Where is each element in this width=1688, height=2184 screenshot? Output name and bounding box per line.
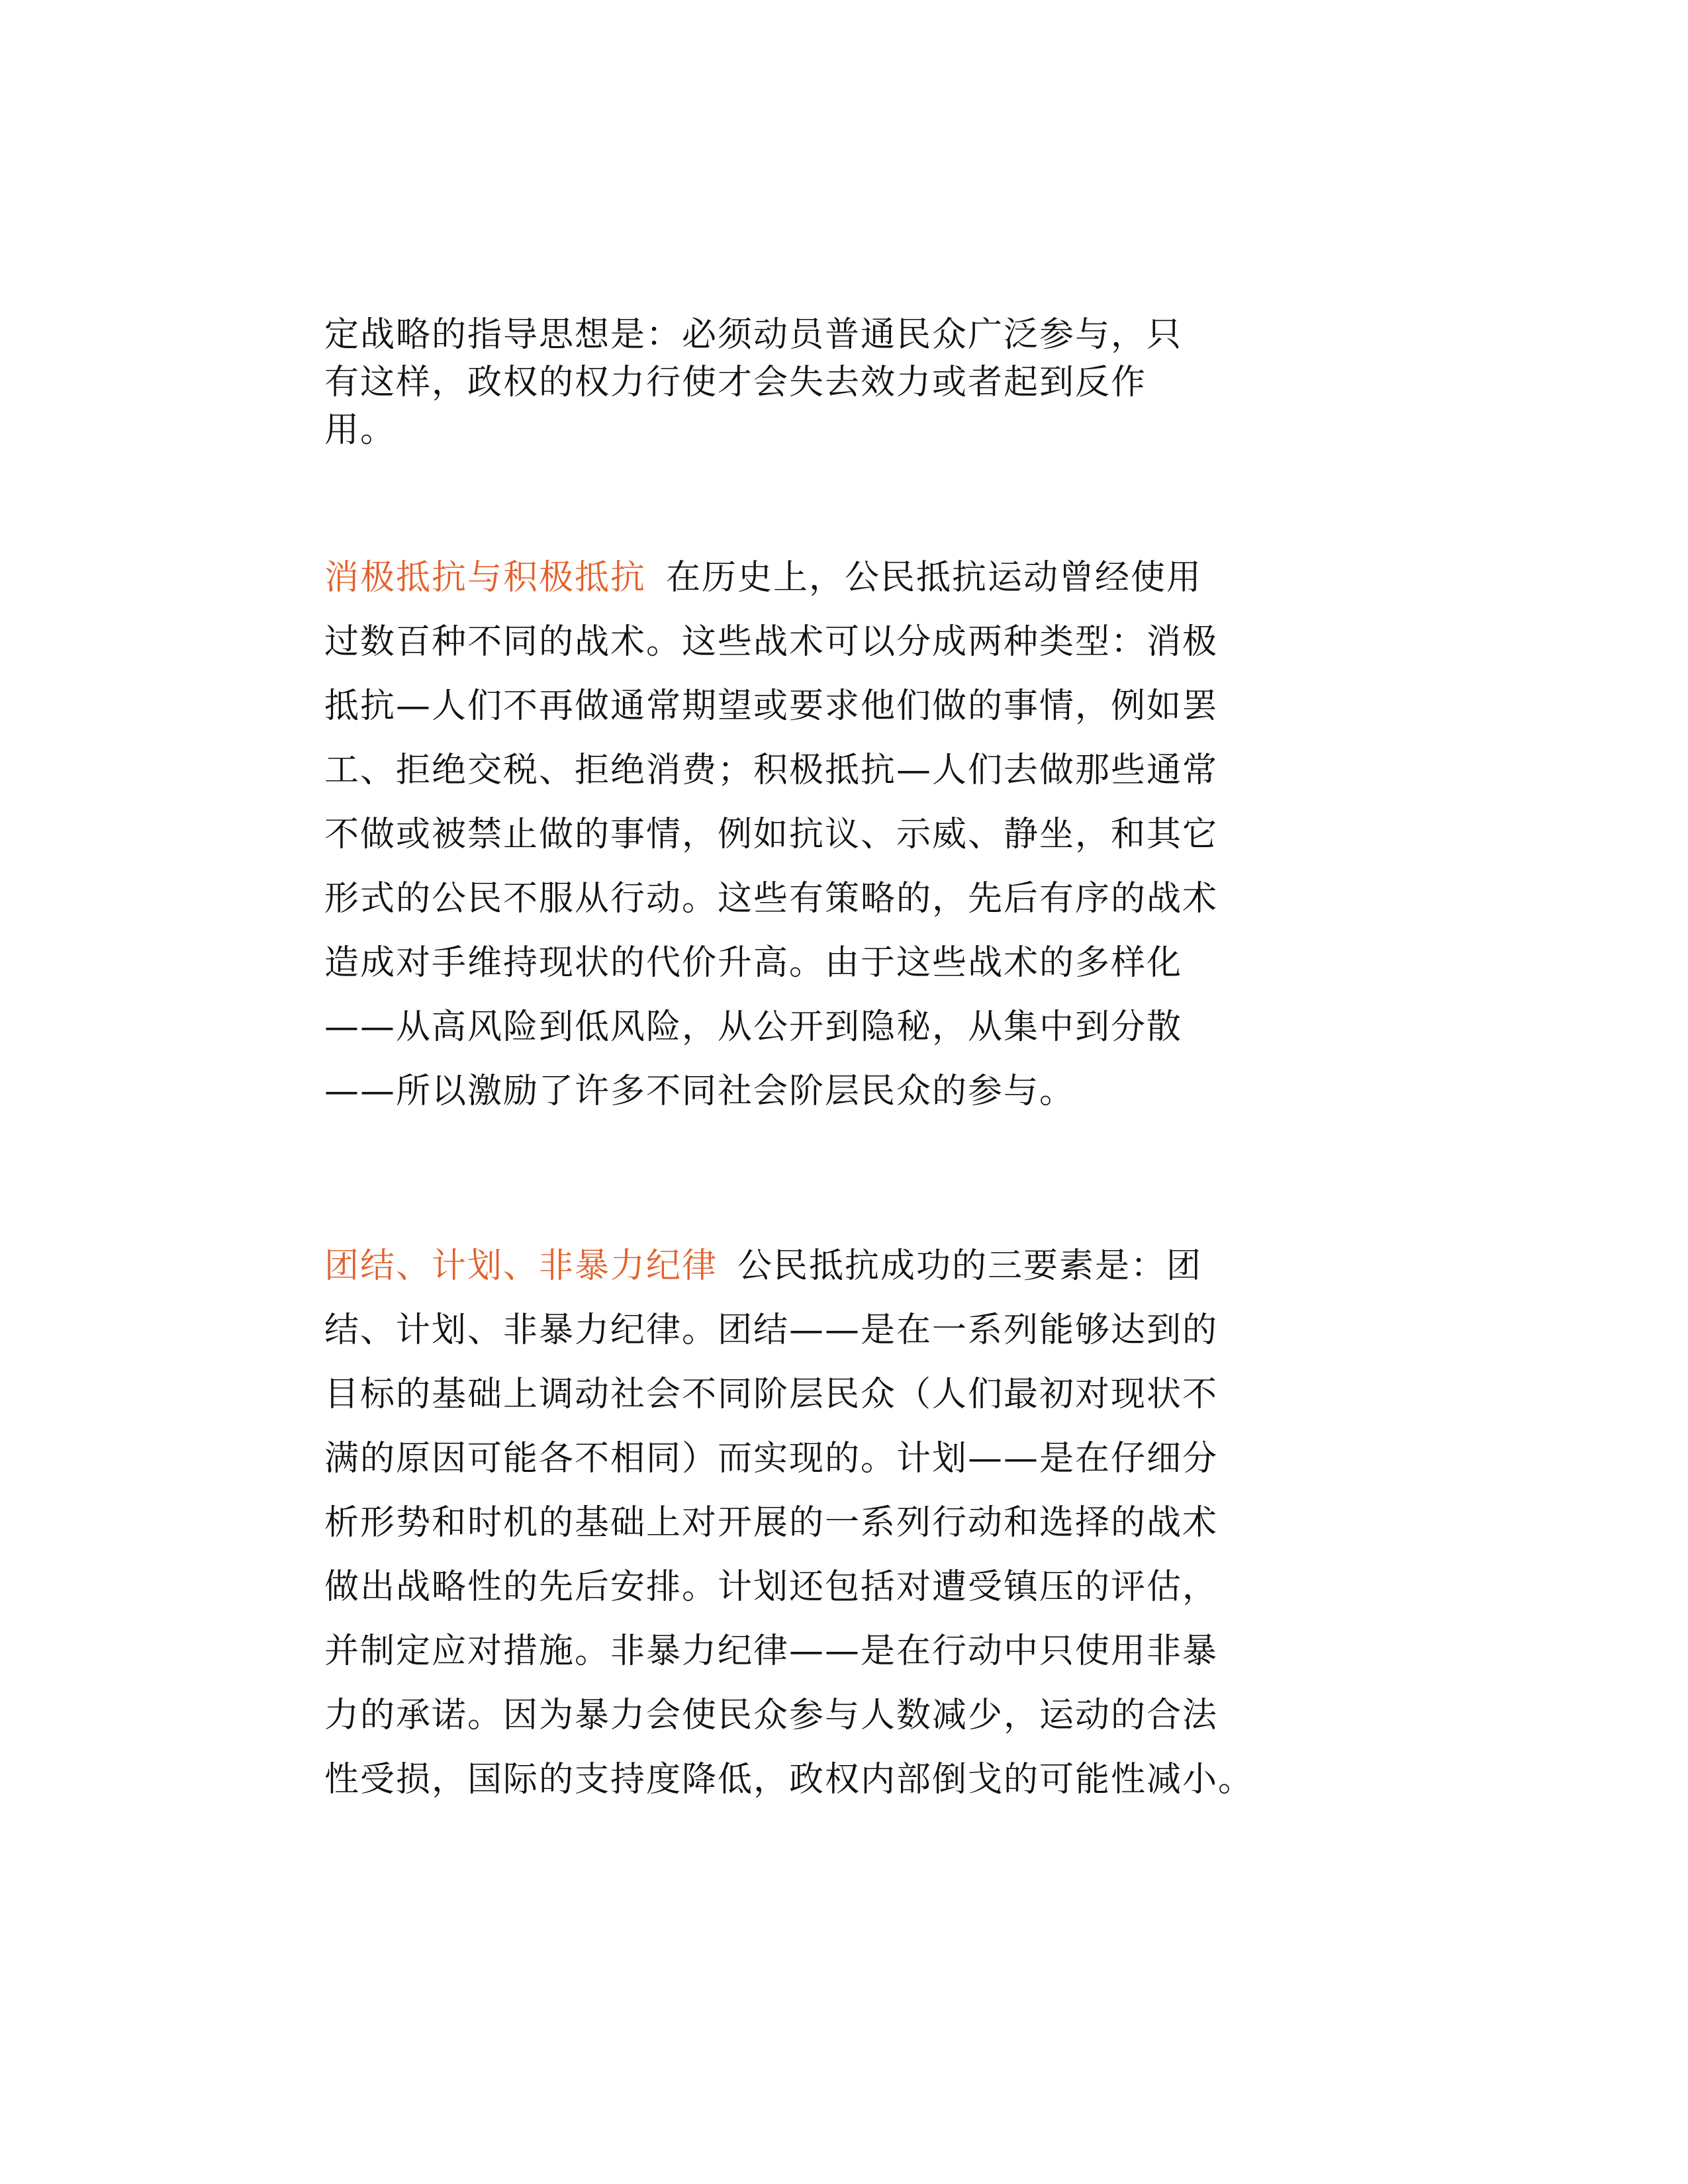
section-passive-active-resistance bbox=[324, 546, 1344, 1124]
section-heading: 团结、计划、非暴力纪律 bbox=[324, 1246, 718, 1286]
intro-text: 定战略的指导思想是：必须动员普通民众广泛参与，只 有这样，政权的权力行使才会失去效力或者起到反作 用。 bbox=[324, 315, 1183, 450]
intro-paragraph bbox=[324, 311, 1344, 454]
section-body: 在历史上，公民抵抗运动曾经使用 过数百种不同的战术。这些战术可以分成两种类型：消极 抵抗—人们不再做通常期望或要求他们做的事情，例如罢 工、拒绝交税、拒绝消费；积极抵抗—人们去做那些通常 不做或被禁止做的事情，例如抗议、示威、静坐，和其它 形式的公民不服从行动。这些有策略的，先后有序的战术 造成对手维持现状的代价升高。由于这些战术的多样化 ——从高风险到低风险，从公开到隐秘，从集中到分散 ——所以激励了许多不同社会阶层民众的参与。 bbox=[324, 558, 1219, 1111]
section-body: 公民抵抗成功的三要素是：团 结、计划、非暴力纪律。团结——是在一系列能够达到的 目标的基础上调动社会不同阶层民众（人们最初对现状不 满的原因可能各不相同）而实现的。计划——是在仔细分 析形势和时机的基础上对开展的一系列行动和选择的战术 做出战略性的先后安排。计划还包括对遭受镇压的评估， 并制定应对措施。非暴力纪律——是在行动中只使用非暴 力的承诺。因为暴力会使民众参与人数减少，运动的合法 性受损，国际的支持度降低，政权内部倒戈的可能性减小。 bbox=[324, 1246, 1254, 1799]
section-unity-planning-discipline bbox=[324, 1234, 1344, 1812]
section-heading: 消极抵抗与积极抵抗 bbox=[324, 558, 647, 598]
